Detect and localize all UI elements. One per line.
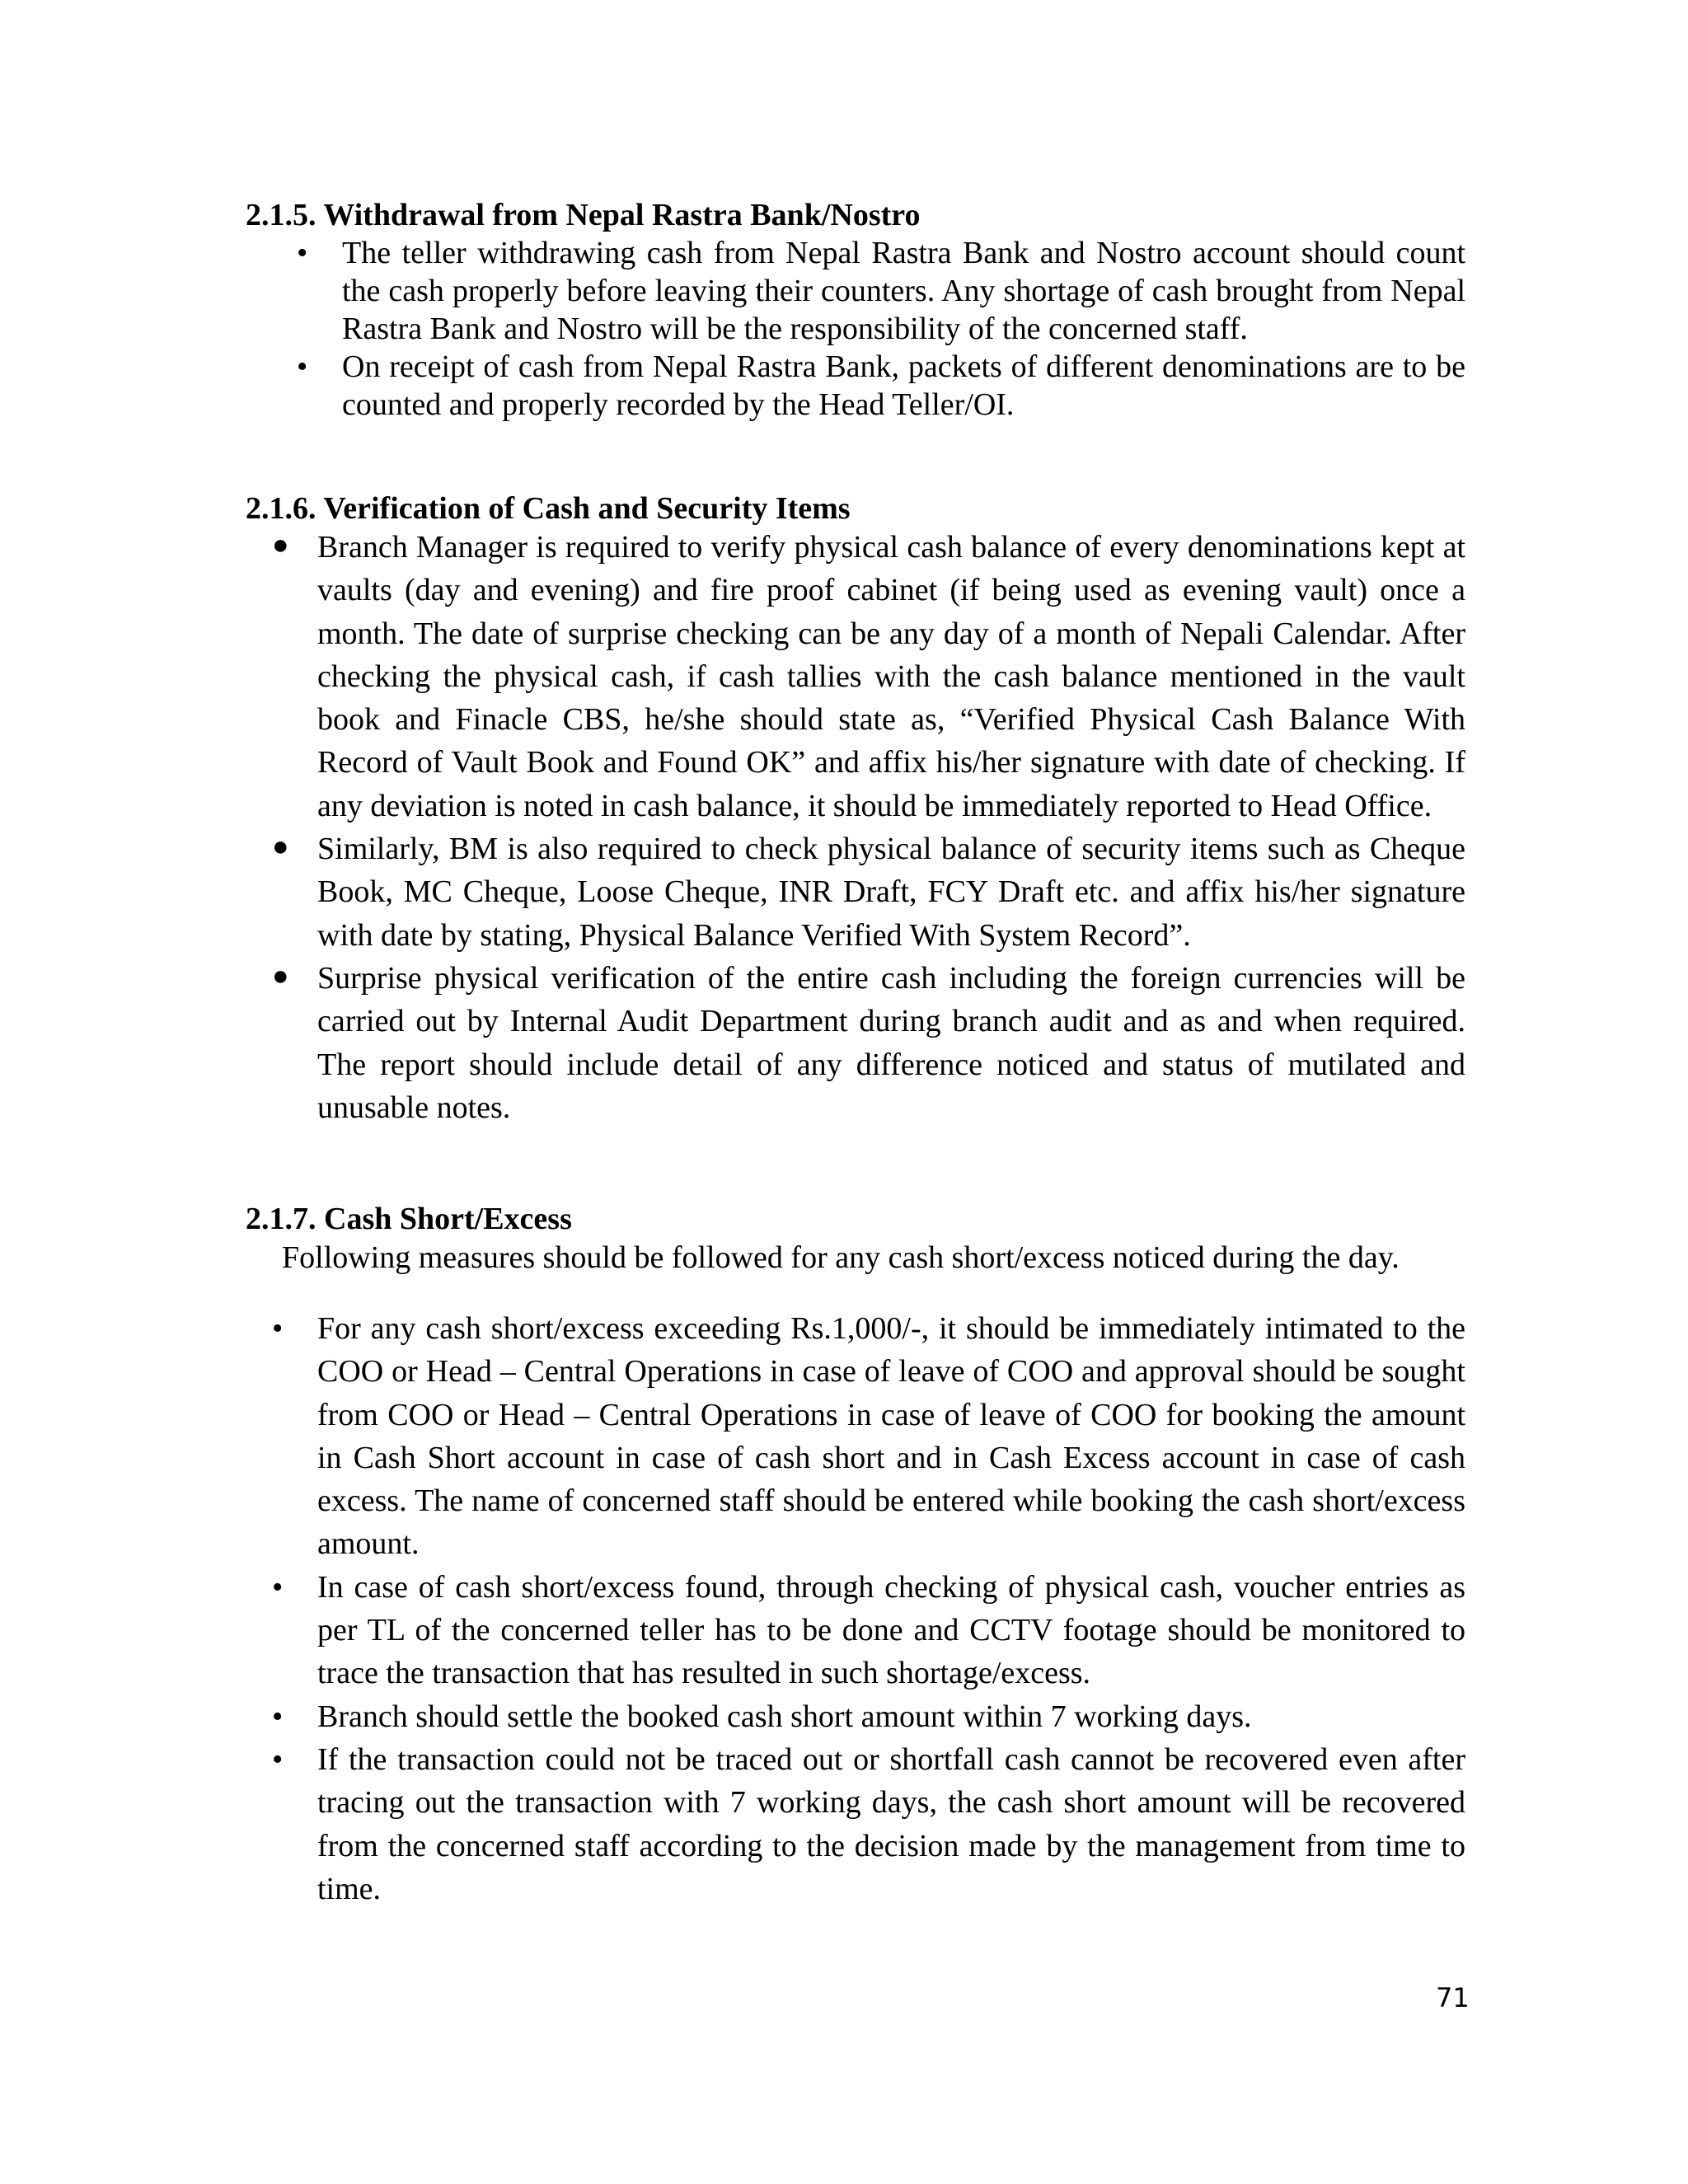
list-item [297,234,1465,348]
list-item [272,1566,1465,1695]
bullet-icon: ● [272,832,289,863]
page-number: 71 [1436,1982,1470,2013]
bullet-icon: • [297,236,308,270]
section-intro-text: Following measures should be followed for any cash short/excess noticed during the day. [282,1240,1400,1275]
list-item [297,348,1465,424]
list-item [272,827,1465,957]
bullet-list-2-1-5 [0,234,1688,424]
bullet-icon: • [272,1311,284,1346]
list-item [272,1695,1465,1738]
bullet-list-2-1-7 [0,1307,1688,1910]
section-heading-2-1-7: 2.1.7. Cash Short/Excess [246,1202,572,1236]
bullet-icon: • [272,1741,284,1777]
list-item-text: Similarly, BM is also required to check physical balance of security items such as Cheque Book, MC Cheque, Loose Cheque, INR Draft, FCY Draft etc. and affix his/her signature with date by stating, Physical Balance Verified With System Record”. [317,832,1465,953]
bullet-icon: • [272,1569,284,1605]
list-item-text: Branch Manager is required to verify physical cash balance of every denominations kept at vaults (day and evening) and fire proof cabinet (if being used as evening vault) once a month. The date of surprise checking can be any day of a month of Nepali Calendar. After checking the physical cash, if cash tallies with the cash balance mentioned in the vault book and Finacle CBS, he/she should state as, “Verified Physical Cash Balance With Record of Vault Book and Found OK” and affix his/her signature with date of checking. If any deviation is noted in cash balance, it should be immediately reported to Head Office. [317,530,1465,823]
list-item-text: The teller withdrawing cash from Nepal Rastra Bank and Nostro account should count the cash properly before leaving their counters. Any shortage of cash brought from Nepal Rastra Bank and Nostro will be the responsibility of the concerned staff. [342,236,1465,346]
section-heading-2-1-5: 2.1.5. Withdrawal from Nepal Rastra Bank/Nostro [246,198,921,232]
list-item-text: On receipt of cash from Nepal Rastra Bank, packets of different denominations are to be counted and properly recorded by the Head Teller/OI. [342,349,1465,422]
bullet-icon: • [272,1699,284,1734]
list-item-text: Surprise physical verification of the entire cash including the foreign currencies will be carried out by Internal Audit Department during branch audit and as and when required. The report should include detail of any difference noticed and status of mutilated and unusable notes. [317,960,1465,1125]
list-item [272,1738,1465,1910]
bullet-icon: • [297,349,308,384]
bullet-list-2-1-6 [0,526,1688,1129]
list-item-text: In case of cash short/excess found, through checking of physical cash, voucher entries as per TL of the concerned teller has to be done and CCTV footage should be monitored to trace the transaction that has resulted in such shortage/excess. [317,1569,1465,1691]
list-item [272,1307,1465,1566]
list-item [272,957,1465,1129]
section-heading-2-1-6: 2.1.6. Verification of Cash and Security Items [246,491,851,526]
bullet-icon: ● [272,960,289,991]
list-item [272,526,1465,827]
list-item-text: Branch should settle the booked cash short amount within 7 working days. [317,1699,1252,1734]
list-item-text: If the transaction could not be traced out or shortfall cash cannot be recovered even after tracing out the transaction with 7 working days, the cash short amount will be recovered from the concerned staff according to the decision made by the management from time to time. [317,1741,1465,1906]
list-item-text: For any cash short/excess exceeding Rs.1,000/-, it should be immediately intimated to the COO or Head – Central Operations in case of leave of COO and approval should be sought from COO or Head – Central Operations in case of leave of COO for booking the amount in Cash Short account in case of cash short and in Cash Excess account in case of cash excess. The name of concerned staff should be entered while booking the cash short/excess amount. [317,1311,1465,1562]
bullet-icon: ● [272,530,289,560]
